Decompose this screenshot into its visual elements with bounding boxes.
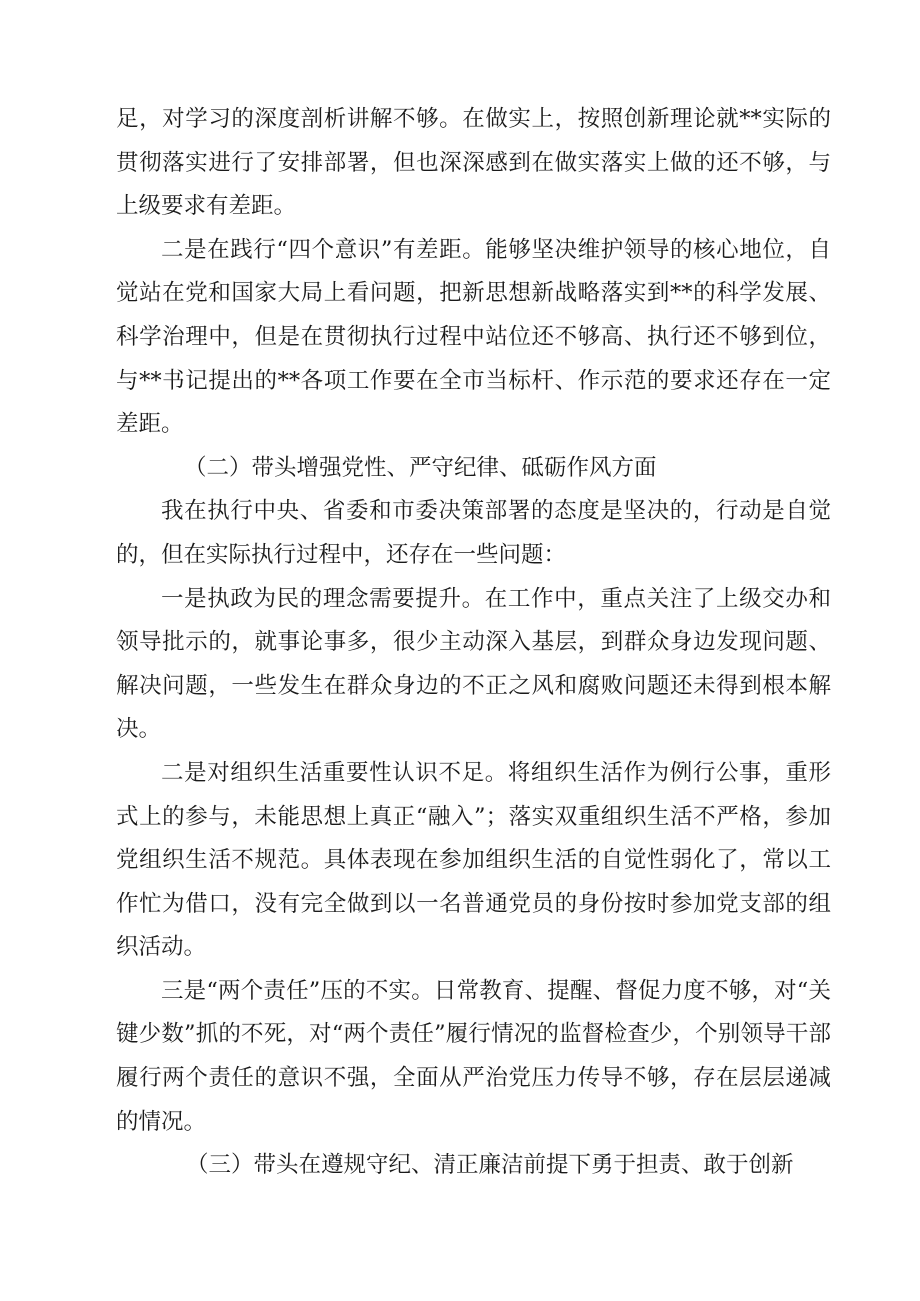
paragraph-execution-attitude: 我在执行中央、省委和市委决策部署的态度是坚决的，行动是自觉的，但在实际执行过程中，还存在一些问题： xyxy=(116,498,831,568)
document-body xyxy=(116,98,831,1188)
section-heading-2: （二）带头增强党性、严守纪律、砥砺作风方面 xyxy=(184,454,657,481)
paragraph-four-consciousness: 二是在践行“四个意识”有差距。能够坚决维护领导的核心地位，自觉站在党和国家大局上看问题，把新思想新战略落实到**的科学发展、科学治理中，但是在贯彻执行过程中站位还不够高、执行还不够到位，与**书记提出的**各项工作要在全市当标杆、作示范的要求还存在一定差距。 xyxy=(116,236,831,438)
paragraph-governance-for-people: 一是执政为民的理念需要提升。在工作中，重点关注了上级交办和领导批示的，就事论事多，很少主动深入基层，到群众身边发现问题、解决问题，一些发生在群众身边的不正之风和腐败问题还未得到根本解决。 xyxy=(116,585,831,743)
paragraph-two-responsibilities: 三是“两个责任”压的不实。日常教育、提醒、督促力度不够，对“关键少数”抓的不死，对“两个责任”履行情况的监督检查少，个别领导干部履行两个责任的意识不强，全面从严治党压力传导不够，存在层层递减的情况。 xyxy=(116,977,831,1135)
section-heading-3: （三）带头在遵规守纪、清正廉洁前提下勇于担责、敢于创新 xyxy=(186,1152,794,1179)
paragraph-organizational-life: 二是对组织生活重要性认识不足。将组织生活作为例行公事，重形式上的参与，未能思想上真正“融入”；落实双重组织生活不严格，参加党组织生活不规范。具体表现在参加组织生活的自觉性弱化了，常以工作忙为借口，没有完全做到以一名普通党员的身份按时参加党支部的组织活动。 xyxy=(116,759,831,961)
paragraph-1: 足，对学习的深度剖析讲解不够。在做实上，按照创新理论就**实际的贯彻落实进行了安排部署，但也深深感到在做实落实上做的还不够，与上级要求有差距。 xyxy=(116,106,831,220)
